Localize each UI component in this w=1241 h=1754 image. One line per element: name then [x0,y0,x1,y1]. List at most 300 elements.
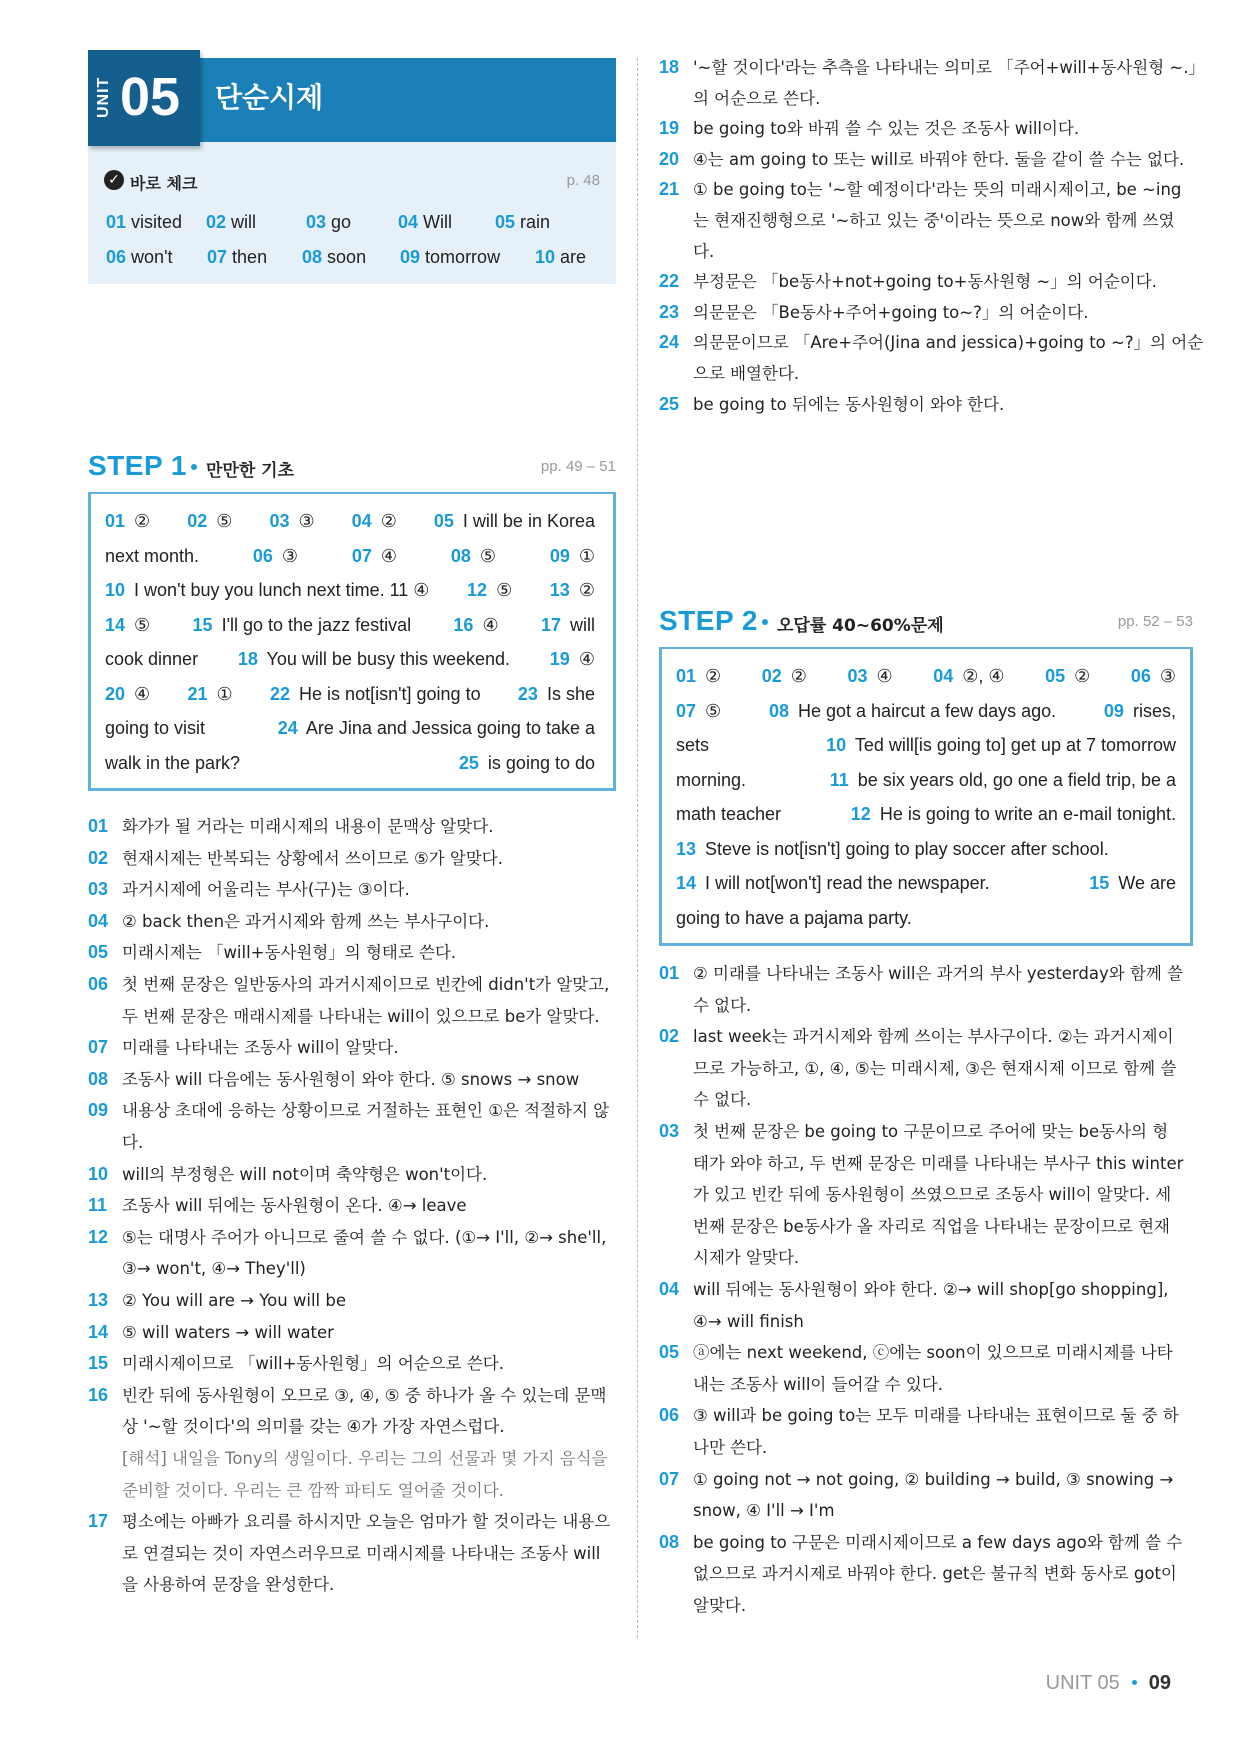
answer-number: 03 [306,212,327,232]
explanation-number: 08 [88,1068,109,1089]
answer-number: 04 [351,511,372,531]
explanation-line [88,1285,616,1317]
answer-number: 04 [933,666,954,686]
explanation-text: 번째 문장은 be동사가 올 자리로 직업을 나타내는 문장이므로 현재 [693,1216,1170,1236]
explanation-text: ① be going to는 '~할 예정이다'라는 뜻의 미래시제이고, be ~ing [693,180,1182,200]
explanation-line [88,969,616,1001]
unit-title: 단순시제 [215,81,324,114]
explanation-text: 가 있고 빈칸 뒤에 동사원형이 쓰였으므로 조동사 will이 알맞다. 세 [693,1185,1172,1205]
answer-text: ②, ④ [962,666,1005,686]
explanation-text: ⓐ에는 next weekend, ⓒ에는 soon이 있으므로 미래시제를 나타 [693,1343,1173,1363]
explanation-line [659,144,1193,175]
explanation-number: 04 [659,1279,680,1299]
answer-item [847,665,892,687]
explanation-text: 내는 조동사 will이 들어갈 수 있다. [693,1374,943,1394]
answer-number: 23 [517,683,538,704]
answer-item [762,665,807,687]
explanation-text: 의문문이므로 「Are+주어(Jina and jessica)+going to ~?」의 어순 [693,333,1204,353]
explanation-line [88,1475,616,1507]
quick-check-answer [495,212,550,233]
answer-text: ② [134,511,151,531]
explanation-text: ⑤ will waters → will water [122,1322,334,1342]
explanation-line [659,1337,1193,1369]
answer-text: ② [790,666,807,686]
answer-item [451,545,496,567]
quick-check-answer [535,247,586,268]
answer-item [541,614,595,636]
answer-number: 05 [433,511,454,531]
explanation-line [659,1527,1193,1559]
explanation-text: 는 현재진행형으로 '~하고 있는 중'이라는 뜻으로 now와 함께 쓰였 [693,211,1175,230]
explanation-number: 05 [88,942,109,963]
answer-item [105,717,205,739]
answer-number: 01 [106,212,127,232]
explanation-text: 미래를 나타내는 조동사 will이 알맞다. [122,1038,399,1058]
answer-text: morning. [676,769,747,790]
answer-text: rises, [1132,700,1176,721]
unit-word: UNIT [95,76,112,118]
explanation-text: 태가 와야 하고, 두 번째 문장은 미래를 나타내는 부사구 this winter [693,1153,1184,1173]
answer-item [269,510,314,532]
answer-text: going to visit [105,718,206,738]
answer-number: 13 [549,580,570,600]
explanation-number: 01 [659,963,680,983]
explanation-line [88,906,616,938]
explanation-number: 06 [659,1405,680,1426]
explanation-line [659,1211,1193,1243]
answer-text: ① [216,683,233,704]
answer-number: 13 [676,838,697,859]
explanation-number: 12 [88,1226,109,1247]
explanation-line [659,1464,1193,1496]
explanation-text: be going to 구문은 미래시제이므로 a few days ago와 함께 쓸 수 [693,1532,1183,1552]
answer-item [826,734,1176,756]
explanation-number: 19 [659,118,680,139]
answer-text: go [331,212,352,232]
explanation-number: 22 [659,271,680,292]
answer-number: 08 [768,700,789,721]
answer-line [105,614,595,636]
answer-number: 21 [187,683,208,704]
explanation-text: ④→ will finish [693,1311,804,1331]
answer-item [352,510,397,532]
explanation-number: 23 [659,301,680,322]
explanation-text: ① going not → not going, ② building → build, ③ snowing → [693,1469,1174,1489]
explanation-text: 첫 번째 문장은 be going to 구문이므로 주어에 맞는 be동사의 형 [693,1122,1169,1141]
footer-unit: UNIT 05 [1045,1672,1120,1694]
answer-number: 15 [1089,873,1110,893]
explanation-line [659,958,1193,990]
answer-item [105,510,150,532]
explanation-text: 수 없다. [693,1090,752,1110]
answer-item [676,907,912,929]
answer-item [105,683,150,705]
answer-text: We are [1118,873,1176,893]
explanation-line [659,1369,1193,1401]
column-divider [637,58,638,1638]
step1-subtitle: 만만한 기초 [206,461,295,481]
answer-number: 07 [351,545,372,566]
answer-number: 07 [676,700,697,721]
answer-text: ④ [876,666,893,686]
explanation-text: will의 부정형은 will not이며 축약형은 won't이다. [122,1164,488,1184]
explanation-text: 알맞다. [693,1596,747,1615]
explanation-text: 므로 가능하고, ①, ④, ⑤는 미래시제, ③은 현재시제 이므로 함께 쓸 [693,1058,1177,1078]
explanation-line [88,1127,616,1159]
answer-number: 17 [540,614,561,635]
step2-title: STEP 2 [659,605,758,636]
explanation-text: 미래시제는 「will+동사원형」의 형태로 쓴다. [122,943,457,963]
explanation-line [659,1558,1193,1590]
explanation-text: 의 어순으로 쓴다. [693,88,821,108]
step2-pages: pp. 52 – 53 [1117,613,1193,630]
answer-text: ② [380,511,397,531]
answer-number: 10 [105,580,126,600]
answer-text: walk in the park? [105,752,241,773]
answer-number: 02 [206,212,227,232]
explanation-text: last week는 과거시제와 함께 쓰이는 부사구이다. ②는 과거시제이 [693,1027,1174,1047]
answer-text: I'll go to the jazz festival [221,614,412,635]
answer-number: 02 [761,666,782,686]
explanation-line [659,174,1193,205]
explanation-number: 03 [659,1121,680,1141]
explanation-text: 화가가 될 거라는 미래시제의 내용이 문맥상 알맞다. [122,817,494,836]
answer-line [105,579,595,601]
explanation-line [88,1443,616,1475]
answer-number: 11 [829,769,849,790]
explanation-line [88,1317,616,1349]
answer-number: 19 [549,649,570,669]
explanation-text: 두 번째 문장은 매래시제를 나타내는 will이 있으므로 be가 알맞다. [122,1006,600,1026]
explanation-line [88,1506,616,1538]
explanation-number: 06 [88,974,109,994]
answer-text: sets [676,735,710,755]
answer-item [270,683,481,705]
explanation-number: 20 [659,148,680,169]
answer-text: ② [705,666,722,686]
explanation-number: 18 [659,57,680,77]
answer-text: ④ [134,683,151,704]
quick-check-answer [306,212,351,233]
explanation-text: 으로 배열한다. [693,364,800,383]
answer-number: 06 [252,545,273,566]
answer-text: ③ [298,511,315,531]
answer-text: You will be busy this weekend. [266,649,511,669]
explanation-text: 미래시제이므로 「will+동사원형」의 어순으로 쓴다. [122,1354,504,1374]
answer-number: 18 [237,649,258,669]
answer-text: I won't buy you lunch next time. 11 ④ [134,580,430,600]
answer-text: ① [578,545,595,566]
answer-text: visited [131,212,183,232]
answer-item [434,510,595,532]
explanation-line [659,1179,1193,1211]
answer-number: 10 [826,735,847,755]
explanation-line [88,1569,616,1601]
answer-line [105,510,595,532]
answer-item [105,545,199,567]
answer-line [676,872,1176,894]
answer-number: 05 [1045,666,1066,686]
answer-item [188,683,233,705]
answer-text: cook dinner [105,649,199,669]
answer-number: 05 [495,212,516,232]
answer-text: He is not[isn't] going to [299,683,481,704]
explanation-number: 03 [88,879,109,900]
answer-text: ② [1074,666,1091,686]
explanation-number: 02 [659,1026,680,1047]
page-footer [1046,1672,1171,1695]
quick-check-answer [106,212,182,233]
answer-text: He got a haircut a few days ago. [798,700,1057,721]
step1-pages: pp. 49 – 51 [540,458,616,475]
quick-check-answer [398,212,452,233]
answer-text: ③ [281,545,299,566]
answer-number: 06 [106,247,127,267]
explanation-text: 없으므로 과거시제로 바꿔야 한다. get은 불규칙 변화 동사로 got이 [693,1564,1177,1584]
step2-answer-box [659,647,1193,946]
answer-number: 04 [398,212,419,232]
answer-item [550,545,595,567]
answer-line [676,769,1176,791]
explanation-text: 조동사 will 다음에는 동사원형이 와야 한다. ⑤ snows → snow [122,1069,580,1089]
explanation-number: 17 [88,1511,109,1532]
answer-number: 12 [467,580,488,600]
step2-bullet [762,619,768,625]
answer-item [676,700,721,722]
explanation-line [88,1348,616,1380]
answer-number: 09 [549,545,570,566]
answer-item [453,614,498,636]
explanation-text: 나만 쓴다. [693,1438,768,1457]
answer-text: ③ [1159,666,1176,686]
explanation-number: 16 [88,1384,109,1405]
explanation-line [659,1242,1193,1274]
explanation-line [659,990,1193,1022]
answer-item [933,665,1004,687]
answer-number: 08 [450,545,471,566]
explanation-line [659,236,1193,267]
quick-check-label: 바로 체크 [130,174,198,193]
explanation-line [88,874,616,906]
answer-line [676,838,1176,860]
answer-text: I will be in Korea [462,511,595,531]
answer-item [550,579,595,601]
explanation-line [88,1411,616,1443]
explanation-text: ② back then은 과거시제와 함께 쓰는 부사구이다. [122,911,490,931]
answer-text: soon [327,247,367,267]
explanation-line [659,327,1204,358]
answer-number: 03 [847,666,868,686]
explanation-number: 24 [659,332,680,353]
explanation-line [88,1222,616,1254]
explanation-text: 평소에는 아빠가 요리를 하시지만 오늘은 엄마가 할 것이라는 내용으 [122,1512,611,1532]
explanation-text: 을 사용하여 문장을 완성한다. [122,1575,335,1595]
explanation-text: ② You will are → You will be [122,1291,347,1310]
answer-text: will [569,614,595,635]
explanation-number: 15 [88,1353,109,1374]
answer-line [676,907,1176,929]
answer-number: 22 [270,683,291,704]
answer-text: ⑤ [479,545,497,566]
explanation-line [659,1021,1193,1053]
explanation-number: 02 [88,847,109,868]
answer-item [459,752,595,774]
explanation-number: 08 [659,1531,680,1552]
explanation-number: 25 [659,393,680,414]
answer-text: are [560,247,587,267]
answer-item [676,734,709,756]
explanation-text: 의문문은 「Be동사+주어+going to~?」의 어순이다. [693,302,1089,322]
answer-number: 14 [676,873,697,893]
explanation-number: 01 [88,816,109,836]
answer-item [550,648,595,670]
answer-text: be six years old, go one a field trip, be a [857,769,1176,790]
explanation-text: 상 '~할 것이다'의 의미를 갖는 ④가 가장 자연스럽다. [122,1417,505,1437]
explanation-number: 09 [88,1100,109,1121]
explanation-number: 07 [88,1037,109,1058]
answer-number: 01 [105,511,126,531]
answer-text: is going to do [487,752,595,773]
quick-check-answer [207,247,267,268]
answer-number: 02 [187,511,208,531]
answer-item [830,769,1176,791]
answer-text: math teacher [676,804,782,824]
explanation-line [88,1159,616,1191]
explanation-text: snow, ④ I'll → I'm [693,1501,835,1521]
explanation-text: 현재시제는 반복되는 상황에서 쓰이므로 ⑤가 알맞다. [122,848,503,868]
explanation-text: 과거시제에 어울리는 부사(구)는 ③이다. [122,880,410,900]
answer-item [1131,665,1176,687]
answer-text: ④ [578,649,595,669]
step1-header [88,450,616,482]
explanation-number: 04 [88,910,109,931]
answer-text: ② [578,580,595,600]
answer-item [253,545,298,567]
answer-item [851,803,1176,825]
answer-text: ⑤ [496,580,513,600]
explanation-line [659,52,1205,83]
answer-item [1104,700,1176,722]
answer-item [676,803,781,825]
explanation-text: 부정문은 「be동사+not+going to+동사원형 ~」의 어순이다. [693,272,1157,292]
answer-number: 15 [192,614,213,635]
answer-line [676,734,1176,756]
answer-number: 09 [1103,700,1124,721]
explanation-text: be going to 뒤에는 동사원형이 와야 한다. [693,394,1005,414]
explanation-line [659,297,1193,328]
answer-line [105,648,595,670]
explanation-line [659,1274,1193,1306]
explanation-text: 준비할 것이다. 우리는 큰 깜짝 파티도 열어줄 것이다. [122,1480,504,1500]
step1-title: STEP 1 [88,450,187,481]
explanation-text: ③→ won't, ④→ They'll) [122,1259,306,1279]
explanation-line [659,1495,1193,1527]
explanation-text: 다. [693,241,715,261]
explanation-line [659,1148,1193,1180]
answer-item [467,579,512,601]
answer-text: rain [520,212,551,232]
explanation-line [88,1190,616,1222]
explanation-line [659,389,1193,420]
step1-bullet [191,464,197,470]
explanation-line [659,1116,1193,1148]
explanation-line [88,811,616,843]
answer-item [676,872,990,894]
answer-item [676,665,721,687]
answer-item [105,579,429,601]
answer-item [105,752,240,774]
explanation-text: 수 없다. [693,995,752,1015]
answer-text: ⑤ [216,511,233,531]
answer-line [676,665,1176,687]
answer-item [1089,872,1176,894]
answer-line [105,752,595,774]
answer-item [676,769,746,791]
answer-text: ⑤ [134,614,151,635]
answer-line [676,700,1176,722]
explanation-text: will 뒤에는 동사원형이 와야 한다. ②→ will shop[go shopping], [693,1280,1169,1299]
answer-number: 08 [302,247,323,267]
explanation-line [659,1400,1193,1432]
answer-text: ④ [482,614,499,635]
explanation-line [659,358,1193,389]
answer-line [105,717,595,739]
checkmark-icon: ✓ [104,170,124,190]
explanation-number: 21 [659,179,680,200]
answer-text: Will [423,212,453,232]
answer-item [352,545,397,567]
quick-check-header [104,170,600,194]
step1-answer-box [88,492,616,791]
answer-number: 10 [535,247,556,267]
explanation-number: 13 [88,1290,109,1310]
explanation-line [88,1253,616,1285]
explanation-line [88,1001,616,1033]
answer-number: 03 [269,511,290,531]
answer-text: Are Jina and Jessica going to take a [305,718,595,738]
answer-number: 25 [458,752,479,773]
explanation-text: 빈칸 뒤에 동사원형이 오므로 ③, ④, ⑤ 중 하나가 올 수 있는데 문맥 [122,1385,607,1405]
answer-number: 20 [105,683,126,704]
explanation-number: 07 [659,1468,680,1489]
answer-item [518,683,595,705]
step2-header [659,605,1193,637]
explanation-number: 14 [88,1321,109,1342]
explanation-line [88,937,616,969]
explanation-text: '~할 것이다'라는 추측을 나타내는 의미로 「주어+will+동사원형 ~.」 [693,58,1205,77]
quick-check-answer [106,247,173,268]
explanation-number: 10 [88,1163,109,1184]
explanation-text: 로 연결되는 것이 자연스러우므로 미래시제를 나타내는 조동사 will [122,1543,601,1563]
explanation-text: ③ will과 be going to는 모두 미래를 나타내는 표현이므로 둘 중 하 [693,1406,1179,1426]
explanation-line [659,1306,1193,1338]
answer-item [676,838,1109,860]
explanation-line [659,1432,1193,1464]
answer-item [238,648,510,670]
answer-item [1045,665,1090,687]
quick-check-answer [400,247,500,268]
explanation-text: ⑤는 대명사 주어가 아니므로 줄여 쓸 수 없다. (①→ I'll, ②→ she'll, [122,1227,607,1247]
explanation-text: ④는 am going to 또는 will로 바꿔야 한다. 둘을 같이 쓸 수는 없다. [693,149,1185,169]
footer-dot [1132,1680,1137,1685]
answer-text: I will not[won't] read the newspaper. [705,873,990,893]
explanation-line [659,205,1193,236]
explanation-line [659,1590,1193,1622]
answer-text: going to have a pajama party. [676,907,912,928]
explanation-line [88,1032,616,1064]
answer-text: ⑤ [705,700,722,721]
answer-item [105,648,198,670]
